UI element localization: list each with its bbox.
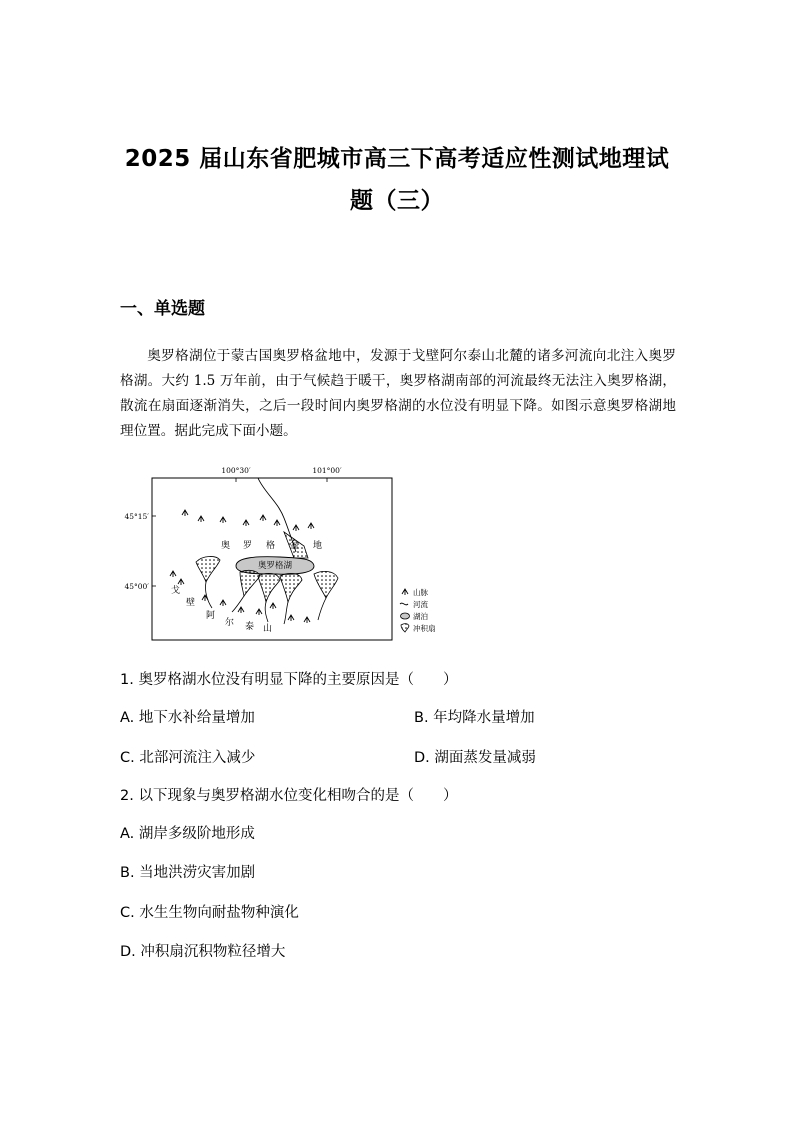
northern-alluvial-fan [284,532,308,558]
question-1-option-b[interactable]: B. 年均降水量增加 [414,710,535,726]
legend-fan-icon [401,624,409,632]
reading-passage: 奥罗格湖位于蒙古国奥罗格盆地中，发源于戈壁阿尔泰山北麓的诸多河流向北注入奥罗格湖。大约 1.5 万年前，由于气候趋于暖干，奥罗格湖南部的河流最终无法注入奥罗格湖，散流在扇面逐渐消失，之后一段时间内奥罗格湖的水位没有明显下降。如图示意奥罗格湖地理位置。据此完成下面小题。 [120,348,676,439]
basin-char-1: 奥 [221,541,231,551]
section-heading: 一、单选题 [120,299,205,319]
lake-location-map [108,462,448,644]
question-2-option-c[interactable]: C. 水生生物向耐盐物种演化 [120,905,299,921]
question-2-option-a[interactable]: A. 湖岸多级阶地形成 [120,826,255,842]
legend-lake-icon [401,613,410,619]
basin-char-3: 格 [266,541,276,551]
legend-label-river: 河流 [413,600,428,609]
legend-label-lake: 湖泊 [413,612,428,621]
range-char-3: 阿 [206,611,216,621]
latitude-label-1: 45°15′ [124,512,149,521]
question-1-option-a[interactable]: A. 地下水补给量增加 [120,710,255,726]
question-1-option-d[interactable]: D. 湖面蒸发量减弱 [414,750,536,766]
title-line-2: 题（三） [350,188,444,214]
latitude-label-2: 45°00′ [124,582,149,591]
longitude-label-2: 101°00′ [312,466,342,475]
legend-label-fan: 冲积扇 [413,624,436,633]
basin-char-5: 地 [313,541,323,551]
question-2-option-d[interactable]: D. 冲积扇沉积物粒径增大 [120,944,286,960]
question-1-stem: 1. 奥罗格湖水位没有明显下降的主要原因是（ ） [120,672,458,688]
document-title [110,138,684,222]
legend-mountain-icon [402,589,408,595]
range-char-4: 尔 [225,618,235,628]
basin-char-2: 罗 [243,541,253,551]
question-1-option-c[interactable]: C. 北部河流注入减少 [120,750,256,766]
title-line-1: 2025 届山东省肥城市高三下高考适应性测试地理试 [124,146,670,172]
question-2-option-b[interactable]: B. 当地洪涝灾害加剧 [120,865,256,881]
legend-label-mountain: 山脉 [413,588,428,597]
range-char-1: 戈 [171,586,181,596]
longitude-label-1: 100°30′ [221,466,251,475]
question-2-stem: 2. 以下现象与奥罗格湖水位变化相吻合的是（ ） [120,788,458,804]
map-legend [400,587,436,633]
legend-river-icon [400,603,408,605]
lake-label: 奥罗格湖 [257,561,293,571]
range-char-2: 壁 [186,598,196,608]
range-char-5: 泰 [245,622,255,632]
range-char-6: 山 [263,624,273,634]
